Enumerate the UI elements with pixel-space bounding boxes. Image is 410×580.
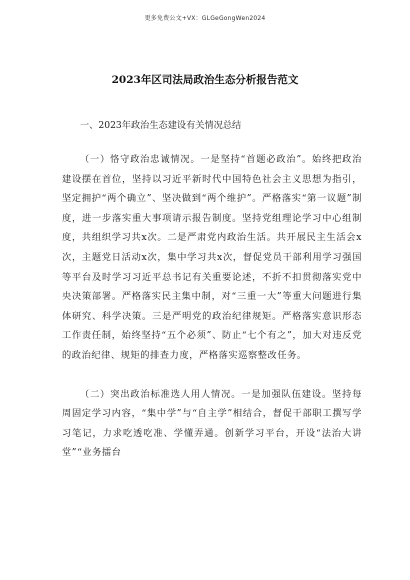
promo-banner: 更多免费公文+VX：GLGeGongWen2024 [144,15,266,22]
paragraph-political-loyalty: （一）恪守政治忠诚情况。一是坚持“首题必政治”。始终把政治建设摆在首位，坚持以习近平新时代中国特色社会主义思想为指引，坚定拥护“两个确立”、坚决做到“两个维护”。严格落实“第一议题”制度，进一步落实重大事项请示报告制度。坚持党组理论学习中心组制度，共组织学习共x次。二是严肃党内政治生活。共开展民主生活会x次，主题党日活动x次，集中学习共x次，督促党员干部利用学习强国等平台及时学习习近平总书记有关重要论述，不折不扣贯彻落实党中央决策部署。严格落实民主集中制，对“三重一大”等重大问题进行集体研究、科学决策。三是严明党的政治纪律规矩。严格落实意识形态工作责任制，始终坚持“五个必须”、防止“七个有之”，加大对违反党的政治纪律、规矩的排查力度，严格落实巡察整改任务。 [62,154,362,361]
paragraph-personnel-selection: （二）突出政治标准选人用人情况。一是加强队伍建设。坚持每周固定学习内容，“集中学”与“自主学”相结合，督促干部职工撰写学习笔记，力求吃透吃准、学懂弄通。创新学习平台，开设“法治大讲堂”“业务擂台 [62,388,362,459]
section-heading: 一、2023年政治生态建设有关情况总结 [80,120,242,131]
document-body [62,117,362,463]
document-title: 2023年区司法局政治生态分析报告范文 [111,74,299,86]
